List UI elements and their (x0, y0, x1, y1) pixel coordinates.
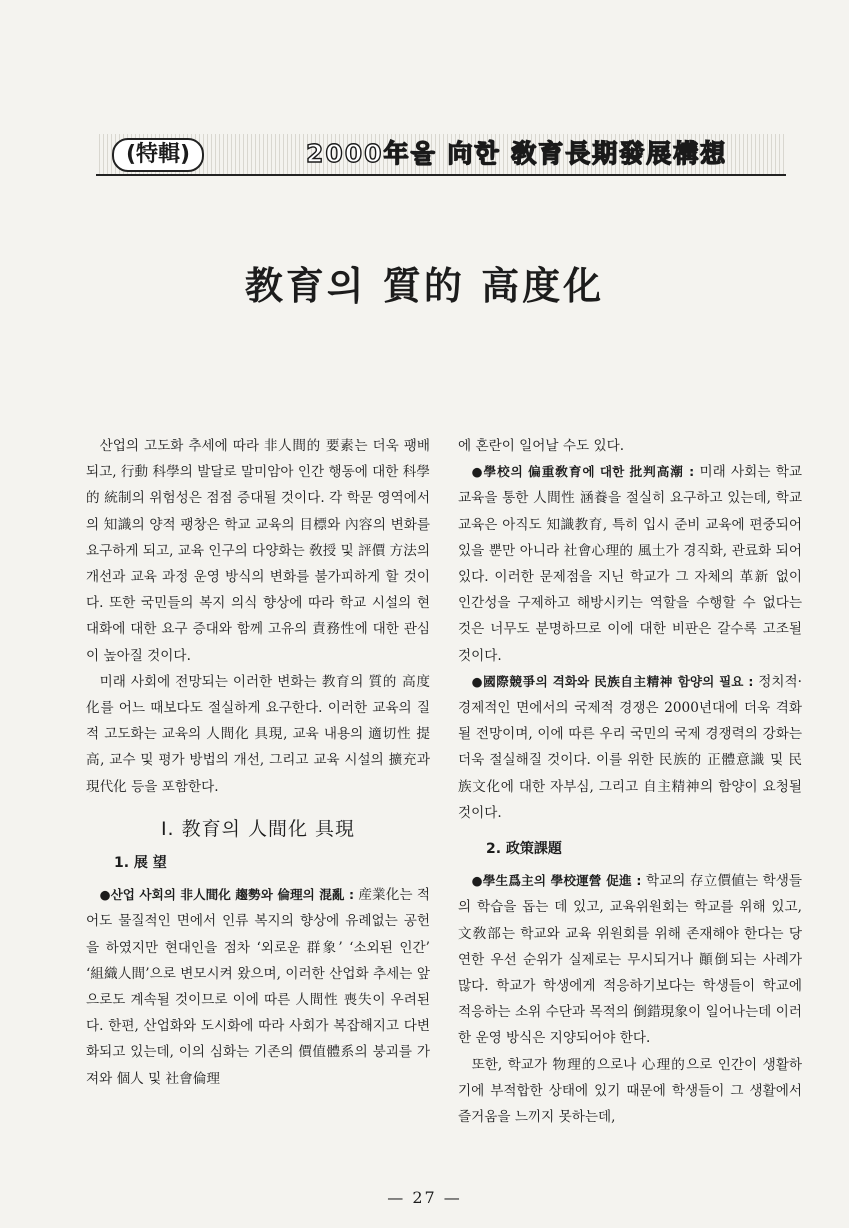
intro-paragraph-1: 산업의 고도화 추세에 따라 非人間的 要素는 더욱 팽배되고, 行動 科學의 발달로 말미암아 인간 행동에 대한 科學的 統制의 위험성은 점점 증대될 것이다. 각 학문 영역에서의 知識의 양적 팽창은 학교 교육의 目標와 內容의 변화를 요구하게 되고, 교육 인구의 다양화는 敎授 및 評價 方法의 개선과 교육 과정 운영 방식의 변화를 불가피하게 할 것이다. 또한 국민들의 복지 의식 향상에 따라 학교 시설의 현대화에 대한 요구 증대와 함께 고유의 責務性에 대한 관심이 높아질 것이다. (86, 438, 430, 664)
feature-tag: (特輯) (112, 138, 204, 172)
paragraph-school-environment: 또한, 학교가 物理的으로나 心理的으로 인간이 생활하기에 부적합한 상태에 있기 때문에 학생들이 그 생활에서 즐거움을 느끼지 못하는데, (458, 1056, 802, 1126)
paragraph-continuation: 에 혼란이 일어날 수도 있다. (458, 438, 625, 454)
bullet-lead: ●國際競爭의 격화와 民族自主精神 함양의 필요 : (471, 673, 754, 689)
paragraph-industrial-trend (86, 882, 430, 1092)
section-heading: Ⅰ. 教育의 人間化 具現 (160, 817, 356, 840)
left-column (86, 433, 430, 1092)
paragraph-school-criticism (458, 459, 802, 669)
bullet-text: 정치적·경제적인 면에서의 국제적 경쟁은 2000년대에 더욱 격화될 전망이며, 이에 따른 우리 국민의 국제 경쟁력의 강화는 더욱 절실해질 것이다. 이를 위한 民族的 正體意識 및 民族文化에 대한 자부심, 그리고 自主精神의 함양이 요청될 것이다. (458, 673, 803, 821)
bullet-text: 미래 사회는 학교 교육을 통한 人間性 涵養을 절실히 요구하고 있는데, 학교 교육은 아직도 知識教育, 특히 입시 준비 교육에 편중되어 있을 뿐만 아니라 社會心理的 風土가 경직화, 관료화 되어 있다. 이러한 문제점을 지닌 학교가 그 자체의 革新 없이 인간성을 구제하고 해방시키는 역할을 수행할 수 없다는 것은 너무도 분명하므로 이에 대한 비판은 갈수록 고조될 것이다. (458, 464, 802, 664)
bullet-text: 産業化는 적어도 물질적인 면에서 인류 복지의 향상에 유례없는 공헌을 하였지만 현대인을 점차 ‘외로운 群象’ ‘소외된 인간’ ‘組織人間’으로 변모시켜 왔으며, 이러한 산업화 추세는 앞으로도 계속될 것이므로 이에 따른 人間性 喪失이 우려된다. 한편, 산업화와 도시화에 따라 사회가 복잡해지고 다변화되고 있는데, 이의 심화는 기존의 價值體系의 붕괴를 가져와 個人 및 社會倫理 (86, 887, 430, 1087)
subheading-outlook: 1. 展 望 (114, 855, 167, 872)
article-title: 教育의 質的 高度化 (244, 264, 605, 308)
right-column (458, 433, 802, 1130)
bullet-lead: ●學生爲主의 學校運營 促進 : (471, 873, 642, 889)
bullet-lead: ●산업 사회의 非人間化 趨勢와 倫理의 混亂 : (99, 887, 355, 903)
feature-banner (96, 134, 786, 176)
intro-paragraph-2: 미래 사회에 전망되는 이러한 변화는 教育의 質的 高度化를 어느 때보다도 절실하게 요구한다. 이러한 교육의 질적 고도화는 교육의 人間化 具現, 교육 내용의 適切性 提高, 교수 및 평가 방법의 개선, 그리고 교육 시설의 擴充과 現代化 등을 포함한다. (86, 673, 430, 795)
bullet-text: 학교의 存立價値는 학생들의 학습을 돕는 데 있고, 교육위원회는 학교를 위해 있고, 文敎部는 학교와 교육 위원회를 위해 존재해야 한다는 당연한 우선 순위가 실제로는 무시되거나 顚倒되는 사례가 많다. 학교가 학생에게 적응하기보다는 학생들이 학교에 적응하는 소위 수단과 목적의 倒錯現象이 일어나는데 이러한 운영 방식은 지양되어야 한다. (458, 873, 802, 1047)
bullet-lead: ●學校의 偏重敎育에 대한 批判高潮 : (471, 464, 695, 480)
page-number: — 27 — (387, 1188, 462, 1207)
banner-title: 2000年을 向한 敎育長期發展構想 (306, 139, 728, 168)
paragraph-student-centered (458, 868, 802, 1051)
subheading-policy: 2. 政策課題 (486, 841, 562, 858)
paragraph-international-competition (458, 669, 802, 826)
